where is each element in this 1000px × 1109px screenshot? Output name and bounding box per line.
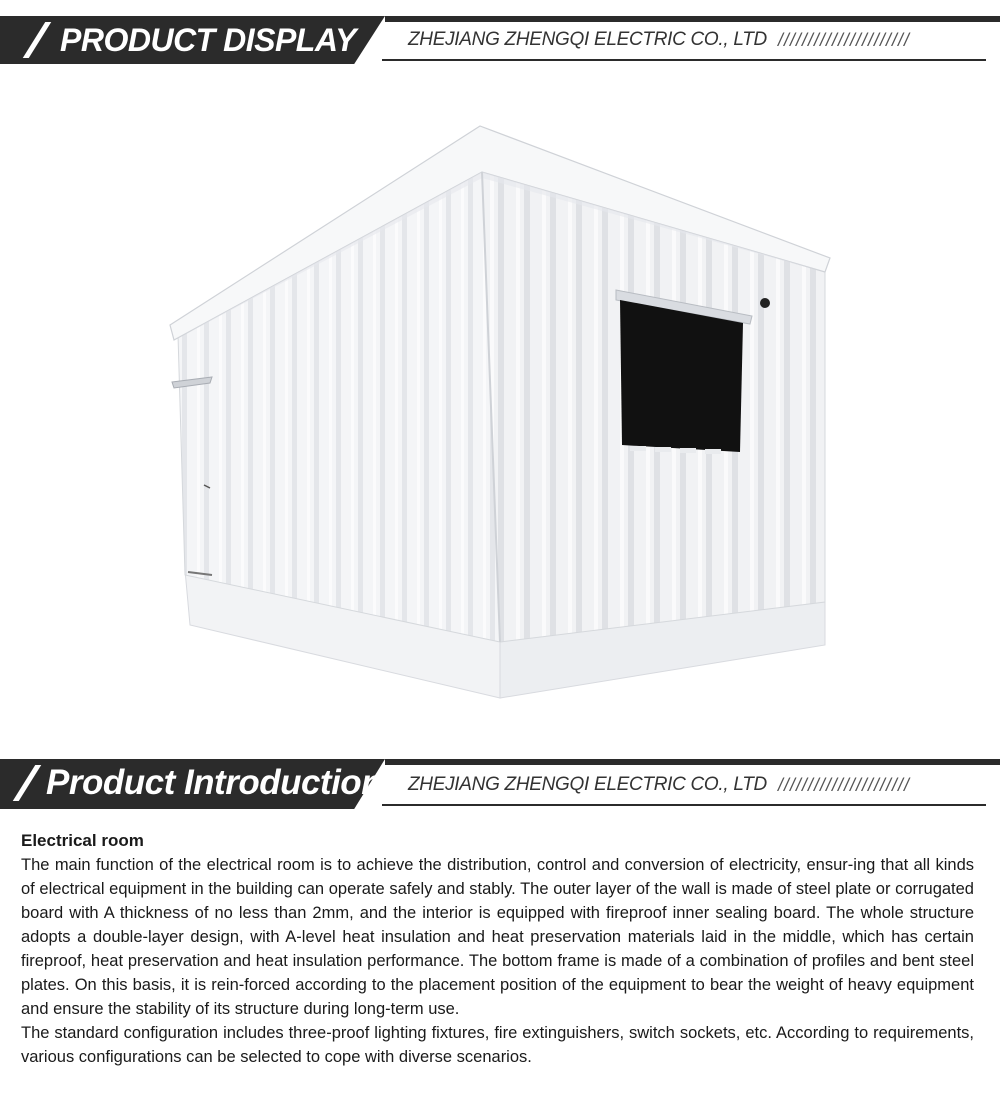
hatch-decoration: ////////////////////// <box>778 775 911 795</box>
product-introduction-text <box>21 829 974 1069</box>
product-introduction-banner <box>0 759 1000 809</box>
product-display-banner <box>0 16 1000 64</box>
hatch-decoration: ////////////////////// <box>778 30 911 50</box>
banner-top-line <box>385 759 1000 765</box>
intro-paragraph: The main function of the electrical room is to achieve the distribution, control and conversion of electricity, ensur-ing that all kinds of electrical equipment in the building can operate safely and stably. The outer layer of the wall is made of steel plate or corrugated board with A thickness of no less than 2mm, and the interior is equipped with fireproof inner sealing board. The whole structure adopts a double-layer design, with A-level heat insulation and heat preservation materials laid in the middle, which has certain fireproof, heat preservation and heat insulation performance. The bottom frame is made of a combination of profiles and bent steel plates. On this basis, it is rein-forced according to the placement position of the equipment to bear the weight of heavy equipment and ensure the stability of its structure during long-term use. <box>21 856 974 1018</box>
intro-heading: Electrical room <box>21 831 144 850</box>
banner-bottom-line <box>382 804 986 806</box>
banner-top-line <box>385 16 1000 22</box>
company-name: ZHEJIANG ZHENGQI ELECTRIC CO., LTD <box>408 774 767 795</box>
electrical-room-container-icon <box>160 120 840 710</box>
banner-bottom-line <box>382 59 986 61</box>
company-name: ZHEJIANG ZHENGQI ELECTRIC CO., LTD <box>408 29 767 50</box>
product-display-title: PRODUCT DISPLAY <box>60 22 356 58</box>
product-introduction-title: Product Introduction <box>46 763 383 802</box>
intro-paragraph: The standard configuration includes three-proof lighting fixtures, fire extinguishers, switch sockets, etc. According to requirements, various configurations can be selected to cope with diverse scenarios. <box>21 1024 974 1066</box>
